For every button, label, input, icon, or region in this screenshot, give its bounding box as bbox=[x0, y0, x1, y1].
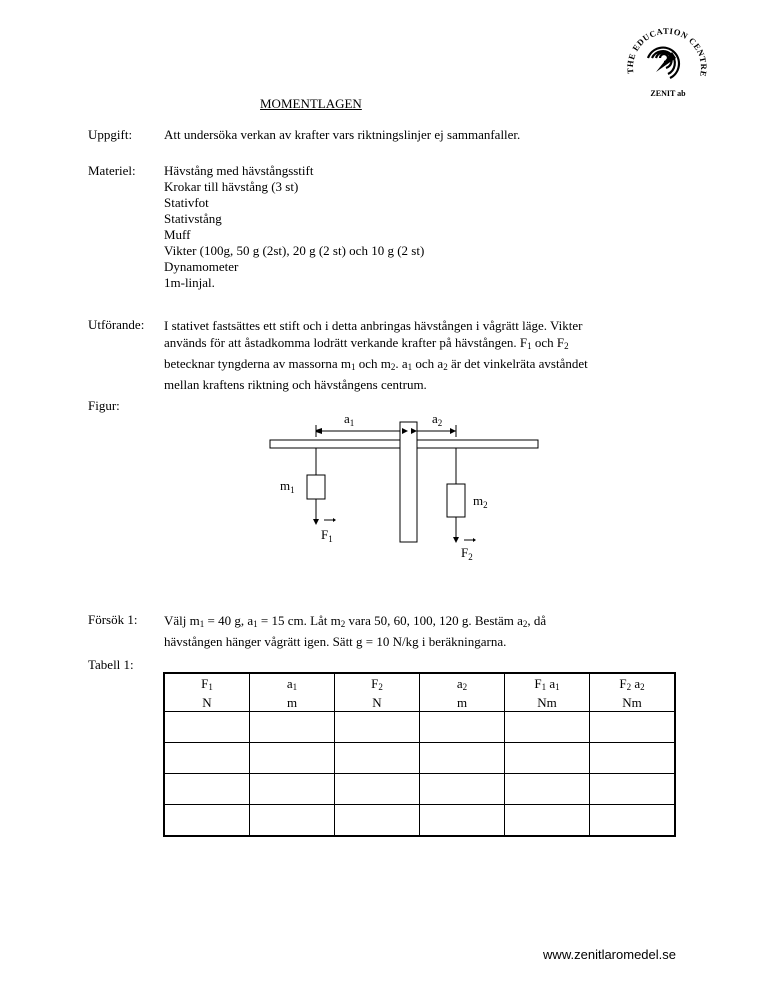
utforande-line: mellan kraftens riktning och hävstångens centrum. bbox=[164, 377, 427, 392]
table-cell[interactable] bbox=[250, 743, 335, 774]
table-cell[interactable] bbox=[505, 743, 590, 774]
svg-text:F1: $F_1$ bbox=[321, 527, 333, 544]
table-cell[interactable] bbox=[590, 743, 676, 774]
logo-name: ZENIT ab bbox=[650, 89, 686, 98]
materiel-list bbox=[164, 163, 424, 291]
table-cell[interactable] bbox=[590, 805, 676, 837]
zenit-logo bbox=[620, 18, 712, 110]
utforande-text bbox=[164, 317, 684, 393]
utforande-line: I stativet fastsättes ett stift och i detta anbringas hävstången i vågrätt läge. Vikter bbox=[164, 318, 583, 333]
force-arrow-1 bbox=[313, 519, 319, 525]
tabell1-label: Tabell 1: bbox=[88, 657, 134, 672]
table-row bbox=[164, 712, 675, 743]
uppgift-text: Att undersöka verkan av krafter vars riktningslinjer ej sammanfaller. bbox=[164, 127, 521, 142]
results-table bbox=[163, 672, 676, 837]
materiel-item: 1m-linjal. bbox=[164, 275, 215, 290]
zenit-logo-graphic bbox=[620, 18, 712, 110]
figur-label: Figur: bbox=[88, 398, 120, 413]
table-cell[interactable] bbox=[590, 774, 676, 805]
table-cell[interactable] bbox=[250, 774, 335, 805]
forsok1-line: Välj $m_1 = 40$ g, $a_1 = 15$ cm. Låt $m_2$ vara 50, 60, 100, 120 g. Bestäm $a_2$, då bbox=[164, 613, 547, 629]
table-cell[interactable] bbox=[164, 774, 250, 805]
materiel-item: Dynamometer bbox=[164, 259, 239, 274]
table-cell[interactable] bbox=[335, 712, 420, 743]
mass-1 bbox=[307, 475, 325, 499]
table-cell[interactable] bbox=[420, 805, 505, 837]
utforande-line: betecknar tyngderna av massorna $m_1$ och $m_2$. $a_1$ och $a_2$ är det vinkelräta avståndet bbox=[164, 356, 588, 372]
table-header-cell: $F_1$ N bbox=[164, 673, 250, 712]
forsok1-label: Försök 1: bbox=[88, 612, 138, 627]
svg-text:F2: $F_2$ bbox=[461, 545, 473, 562]
table-cell[interactable] bbox=[505, 774, 590, 805]
logo-ring-text: THE EDUCATION CENTRE bbox=[624, 25, 710, 78]
table-cell[interactable] bbox=[250, 712, 335, 743]
materiel-item: Krokar till hävstång (3 st) bbox=[164, 179, 299, 194]
table-cell[interactable] bbox=[335, 743, 420, 774]
table-header-row bbox=[164, 673, 675, 712]
materiel-item: Stativfot bbox=[164, 195, 209, 210]
table-cell[interactable] bbox=[505, 805, 590, 837]
materiel-item: Hävstång med hävstångsstift bbox=[164, 163, 314, 178]
footer-website[interactable]: www.zenitlaromedel.se bbox=[543, 947, 676, 962]
svg-text:a1: $a_1$ bbox=[344, 411, 355, 428]
table-row bbox=[164, 743, 675, 774]
materiel-item: Stativstång bbox=[164, 211, 222, 226]
forsok1-line: hävstången hänger vågrätt igen. Sätt g = 10 N/kg i beräkningarna. bbox=[164, 634, 507, 649]
uppgift-label: Uppgift: bbox=[88, 127, 133, 142]
force-arrow-2 bbox=[453, 537, 459, 543]
table-header-cell: $F_2$ N bbox=[335, 673, 420, 712]
table-cell[interactable] bbox=[420, 712, 505, 743]
table-cell[interactable] bbox=[335, 805, 420, 837]
table-row bbox=[164, 774, 675, 805]
materiel-item: Muff bbox=[164, 227, 191, 242]
table-cell[interactable] bbox=[335, 774, 420, 805]
materiel-label: Materiel: bbox=[88, 163, 136, 178]
table-header-cell: $a_2$ m bbox=[420, 673, 505, 712]
table-header-cell: $F_2$ $a_2$ Nm bbox=[590, 673, 676, 712]
table-cell[interactable] bbox=[590, 712, 676, 743]
svg-text:m2: $m_2$ bbox=[473, 493, 488, 510]
utforande-line: används för att åstadkomma lodrätt verkande krafter på hävstången. $F_1$ och $F_2$ bbox=[164, 335, 569, 351]
stand-rod bbox=[400, 422, 417, 542]
forsok1-text bbox=[164, 612, 704, 650]
table-cell[interactable] bbox=[164, 712, 250, 743]
utforande-label: Utförande: bbox=[88, 317, 145, 332]
svg-text:m1: $m_1$ bbox=[280, 478, 295, 495]
table-cell[interactable] bbox=[420, 774, 505, 805]
svg-text:a2: $a_2$ bbox=[432, 411, 443, 428]
table-cell[interactable] bbox=[164, 743, 250, 774]
lever-figure bbox=[260, 408, 550, 568]
table-row bbox=[164, 805, 675, 837]
materiel-item: Vikter (100g, 50 g (2st), 20 g (2 st) och 10 g (2 st) bbox=[164, 243, 425, 258]
table-cell[interactable] bbox=[505, 712, 590, 743]
table-cell[interactable] bbox=[164, 805, 250, 837]
mass-2 bbox=[447, 484, 465, 517]
table-cell[interactable] bbox=[420, 743, 505, 774]
table-header-cell: $F_1$ $a_1$ Nm bbox=[505, 673, 590, 712]
table-header-cell: $a_1$ m bbox=[250, 673, 335, 712]
table-cell[interactable] bbox=[250, 805, 335, 837]
page-title: MOMENTLAGEN bbox=[260, 96, 362, 111]
